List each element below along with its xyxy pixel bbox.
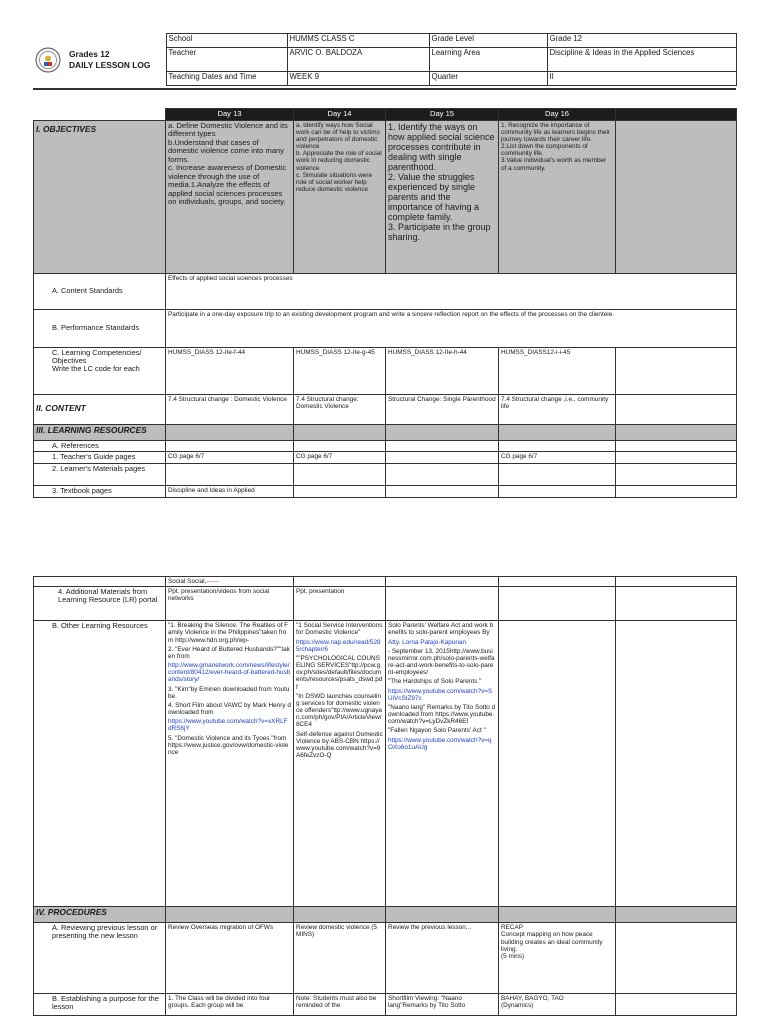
grade-level-value: Grade 12 [547,34,736,48]
resource-text: "The Hardships of Solo Parents " [388,678,482,686]
competencies-day14: HUMSS_DIASS 12-IIe-g-45 [294,347,386,394]
day-header-15: Day 15 [386,109,499,121]
resource-text: "In DSWD launches counseling services for domestic violence offenders"ttp://www.ugnayan.com/ph/gov/PIA/ArticleView/8CE4 [296,692,382,729]
procedure-b-day15: Shortfilm Viewing: "Naano lang"Remarks by Tito Sotto [386,994,499,1016]
header-logo-cell [33,34,166,86]
resource-text: "1. Breaking the Silence: The Realties of Family Violence in the Philippines"taken from http://www.hdn.org.ph/wp- [168,622,289,644]
procedure-b-day13: 1. The Class will be divided into four groups. Each group will be [166,994,294,1016]
deped-seal-icon [35,47,61,73]
resource-text: Solo Parents' Welfare Act and work benefits to solo-parent employees By [388,622,494,637]
teachers-guide-day13: CG page 6/7 [166,451,294,463]
resources-day15 [386,424,499,440]
additional-materials-day14: Ppt. presentation [294,587,386,621]
procedure-a-day13: Review Overseas migration of OFWs [166,923,294,994]
resource-text: Self-defense against Domestic Violence by ABS-CBN https://www.youtube.com/watch?v=9A6feZvzO-Q [296,730,383,760]
objectives-day16: 1. Recognize the importance of community life as learners begins their journey towards their career life. 2.List down the components of community life. 3.Value individual's worth as member of a community. [499,120,616,273]
procedure-a-label: A. Reviewing previous lesson or presenting the new lesson [34,923,166,994]
day-header-16: Day 16 [499,109,616,121]
procedure-b-day14: Note: Students must also be reminded of the [294,994,386,1016]
lesson-table-page1 [33,108,737,498]
objectives-day15: 1. Identify the ways on how applied social science processes contribute in dealing with single parenthood. 2. Value the struggles experienced by single parents and the importance of having a complete family. 3. Participate in the group sharing. [386,120,499,273]
day-header-14: Day 14 [294,109,386,121]
day-corner [34,109,166,121]
objectives-label: I. OBJECTIVES [34,120,166,273]
resource-text: 5. "Domestic Violence and its Tyoes "from https://www.justice.gov/ovw/domestic-violence [168,734,289,756]
content-standards-value: Effects of applied social sciences processes [166,273,737,309]
procedure-a-day16: RECAP Concept mapping on how peace building creates an ideal community living. (5 mins) [499,923,616,994]
textbook-day13: Discipline and Ideas in Applied [166,485,294,497]
textbook-strike-mark: ------ [206,578,220,585]
resource-link[interactable]: http://www.gmanetwork.com/news/lifestyle/content/80412/ever-heard-of-battered-husbands/story/ [168,662,291,684]
dates-value: WEEK 9 [287,72,429,86]
resource-text: "Naano lang" Remarks by Tito Sotto downloaded from https://www.youtube.com/watch?v=LyDvZkR46EI [388,703,496,726]
learning-area-label: Learning Area [429,48,547,72]
competencies-day13: HUMSS_DIASS 12-IIe-f-44 [166,347,294,394]
grade-level-label: Grade Level [429,34,547,48]
procedure-a-day14: Review domestic violence (5 MINS) [294,923,386,994]
header-table [33,33,737,86]
content-day16: 7.4 Structural change ,i.e., community life [499,394,616,424]
teacher-label: Teacher [166,48,287,72]
objectives-blank [616,120,737,273]
performance-standards-label: B. Performance Standards [34,309,166,347]
textbook-label: 3. Textbook pages [34,485,166,497]
resources-label: III. LEARNING RESOURCES [34,424,166,440]
procedure-b-day16: BAHAY, BAGYO, TAO (Dynamics) [499,994,616,1016]
resource-link[interactable]: https://www.youtube.com/watch?v=qOXo6o1uAUg [388,736,492,751]
teachers-guide-label: 1. Teacher's Guide pages [34,451,166,463]
competencies-day15: HUMSS_DIASS 12-IIe-h-44 [386,347,499,394]
objectives-day14: a. Identify ways how Social work can be of help to victims and perpetrators of domestic violence b. Appreciate the role of social work in reducing domestic violence c. Simulate situations were role of social worker help reduce domestic violence [294,120,386,273]
objectives-day13: a. Define Domestic Violence and its different types b.Understand that cases of domestic violence come into many forms. c. Increase awareness of Domestic violence through the use of media.1.Analyze the effects of applied social sciences processes on individuals, groups, and society. [166,120,294,273]
resources-day13 [166,424,294,440]
additional-materials-label: 4. Additional Materials from Learning Resource (LR) portal [34,587,166,621]
competencies-label: C. Learning Competencies/ Objectives Write the LC code for each [34,347,166,394]
grade-title: Grades 12 [69,49,110,59]
quarter-label: Quarter [429,72,547,86]
log-title: DAILY LESSON LOG [69,59,151,70]
content-day14: 7.4 Structural change: Domestic Violence [294,394,386,424]
references-label: A. References [34,440,166,451]
content-day15: Structural Change: Single Parenthood [386,394,499,424]
resource-text: "1 Social Service Interventions for Domestic Violence" [296,622,383,637]
performance-standards-value: Participate in a one-day exposure trip to an existing development program and write a sincere reflection report on the effects of the processes on the clientele. [166,309,737,347]
day-header-blank [616,109,737,121]
day-header-13: Day 13 [166,109,294,121]
resource-text: "Fallen Ngayon Solo Parents' Act " [388,727,486,735]
procedure-b-label: B. Establishing a purpose for the lesson [34,994,166,1016]
resource-link[interactable]: https://www.youtube.com/watch?v=xXRLFdRS6jY [168,718,288,733]
procedure-a-day15: Review the previous lesson... [386,923,499,994]
learning-area-value: Discipline & Ideas in the Applied Sciences [547,48,736,72]
lesson-table-page2 [33,576,737,1016]
competencies-day16: HUMSS_DIASS12-i-i-45 [499,347,616,394]
resource-link[interactable]: Atty. Lorna Patajo-Kapunan [388,638,467,646]
quarter-value: II [547,72,736,86]
teacher-value: ARVIC O. BALDOZA [287,48,429,72]
content-blank [616,394,737,424]
content-standards-label: A. Content Standards [34,273,166,309]
resources-day14 [294,424,386,440]
resource-text: 4. Short Film about VAWC by Mark Henry downloaded from [168,701,291,717]
resources-blank [616,424,737,440]
procedures-label: IV. PROCEDURES [34,907,166,923]
other-resources-day14 [294,621,386,907]
resource-link[interactable]: https://www.youtube.com/watch?v=SUiVcSIZ97c [388,687,493,702]
resource-text: 2. "Ever Heard of Buttered Husbands?""taken from [168,645,290,660]
school-value: HUMMS CLASS C [287,34,429,48]
resource-link[interactable]: https://www.nap.edu/read/5285/chapter/6 [296,638,381,653]
teachers-guide-day14: CG page 6/7 [294,451,386,463]
additional-materials-day13: Ppt. presentation/videos from social networks [166,587,294,621]
school-label: School [166,34,287,48]
header-divider [33,88,736,90]
dates-label: Teaching Dates and Time [166,72,287,86]
other-resources-day15 [386,621,499,907]
teachers-guide-day16: CG page 6/7 [499,451,616,463]
resource-text: ""PSYCHOLOGICAL COUNSELING SERVICES"ttp://pcw.gov.ph/sites/default/files/documents/resources/psats_dswd.pdf [296,654,383,691]
resource-text: 3. "Kim"by Eminen downloaded from Youtube. [168,685,290,700]
content-label: II. CONTENT [34,394,166,424]
competencies-blank [616,347,737,394]
other-resources-day13 [166,621,294,907]
learners-materials-label: 2. Learner's Materials pages [34,463,166,485]
resources-day16 [499,424,616,440]
content-day13: 7.4 Structural change : Domestic Violence [166,394,294,424]
resource-text: - September 13, 2015http://www.businessmirror.com.ph/solo-parents-welfare-act-and-work-benefits-to-solo-parent-employees/ [388,647,495,677]
other-resources-label: B. Other Learning Resources [34,621,166,907]
textbook-day13-cont: Social Social,------ [166,577,294,587]
